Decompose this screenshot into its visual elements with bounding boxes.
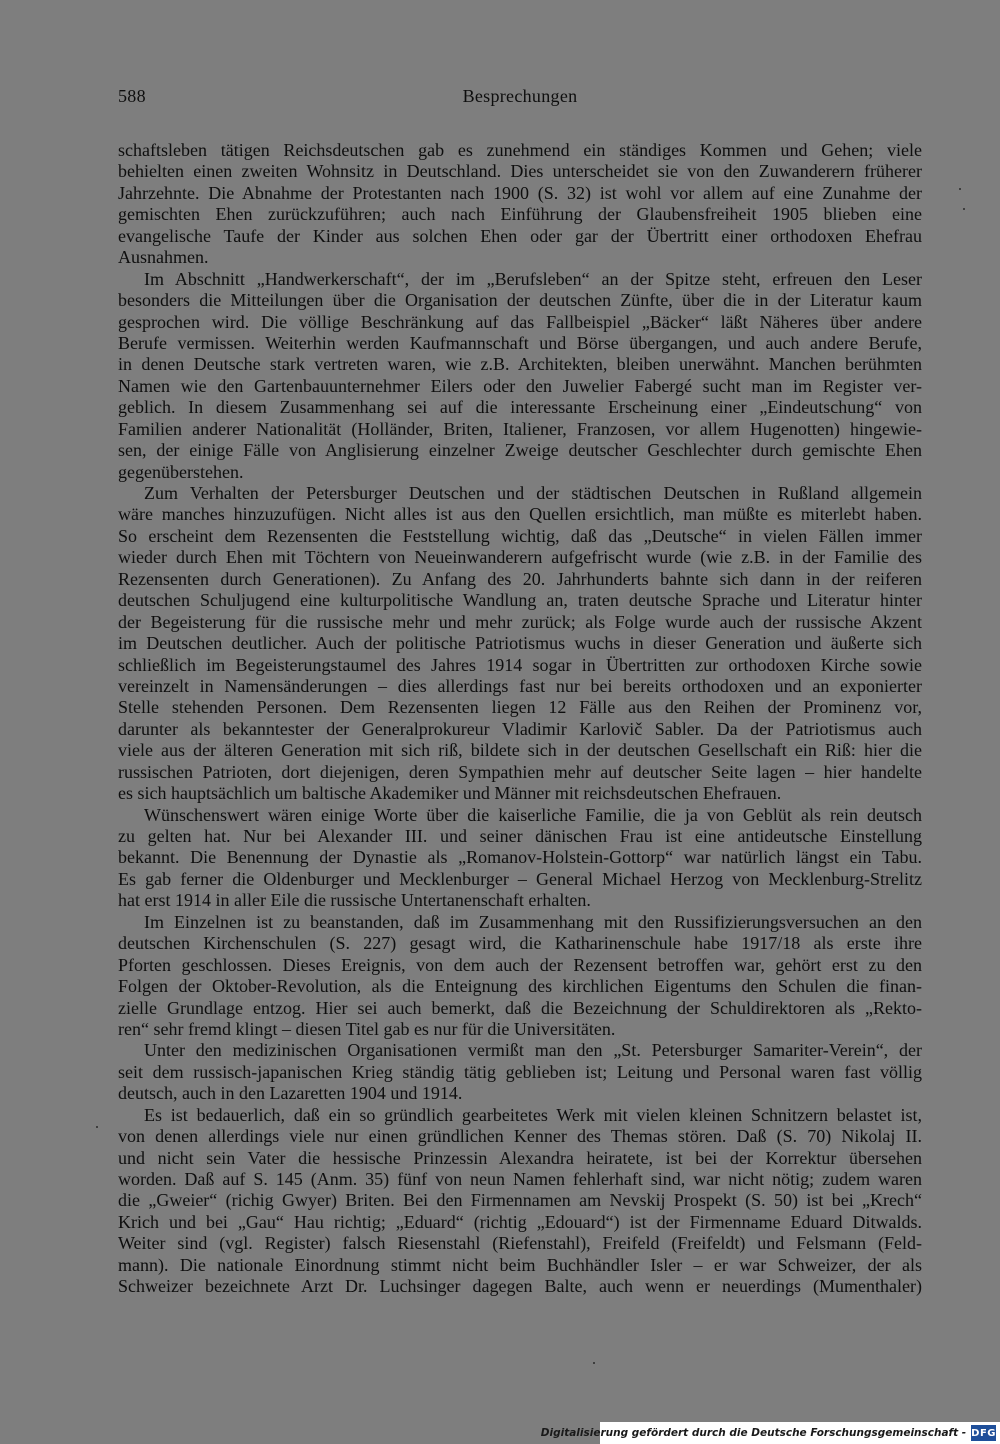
text-line: gemischten Ehen zurückzuführen; auch nach Einführung der Glaubensfreiheit 1905 blieben eine xyxy=(118,204,922,225)
text-line: darunter als bekanntester der Generalprokureur Vladimir Karlovič Sabler. Da der Patriotismus auch xyxy=(118,718,922,739)
text-line: seit dem russisch-japanischen Krieg ständig tätig geblieben ist; Leitung und Personal waren fast völlig xyxy=(118,1061,922,1082)
text-line: Folgen der Oktober-Revolution, als die Enteignung des kirchlichen Eigentums den Schulen die finan- xyxy=(118,976,922,997)
text-line: Im Einzelnen ist zu beanstanden, daß im Zusammenhang mit den Russifizierungsversuchen an den xyxy=(144,911,922,932)
text-line: geblich. In diesem Zusammenhang sei auf die interessante Erscheinung einer „Eindeutschung“ von xyxy=(118,397,922,418)
text-line: vereinzelt in Namensänderungen – dies allerdings fast nur bei bereits orthodoxen und an exponierter xyxy=(118,675,922,696)
body-text xyxy=(118,140,922,1298)
text-line: zu gelten hat. Nur bei Alexander III. und seiner dänischen Frau ist eine antideutsche Einstellung xyxy=(118,826,922,846)
text-line: Es ist bedauerlich, daß ein so gründlich gearbeitetes Werk mit vielen kleinen Schnitzern belastet ist, xyxy=(144,1104,922,1125)
text-line: Weiter sind (vgl. Register) falsch Riesenstahl (Riefenstahl), Freifeld (Freifeldt) und Felsmann (Feld- xyxy=(118,1233,922,1254)
paragraph xyxy=(118,1105,922,1298)
paragraph xyxy=(118,912,922,1041)
text-line: zielle Grundlage entzog. Hier sei auch bemerkt, daß die Bezeichnung der Schuldirektoren als „Rekto- xyxy=(118,997,922,1018)
paragraph xyxy=(118,1040,922,1104)
text-line: Ausnahmen. xyxy=(118,247,209,268)
text-line: die „Gweier“ (richig Gwyer) Briten. Bei den Firmennamen am Nevskij Prospekt (S. 50) ist bei „Krech“ xyxy=(118,1190,922,1211)
dfg-logo-icon: DFG xyxy=(971,1425,996,1441)
text-line: viele aus der älteren Generation mit sich riß, bildete sich in der deutschen Gesellschaft ein Riß: hier die xyxy=(118,740,922,761)
paragraph xyxy=(118,483,922,805)
text-line: Schweizer bezeichnete Arzt Dr. Luchsinger dagegen Balte, auch wenn er neuerdings (Mumenthaler) xyxy=(118,1276,922,1297)
text-line: ren“ sehr fremd klingt – diesen Titel gab es nur für die Universitäten. xyxy=(118,1018,616,1039)
text-line: von denen allerdings viele nur einen gründlichen Kenner des Themas stören. Daß (S. 70) Nikolaj II. xyxy=(118,1126,922,1147)
text-line: Stelle stehenden Personen. Dem Rezensenten liegen 12 Fälle aus den Reihen der Prominenz vor, xyxy=(118,697,922,718)
text-line: mann). Die nationale Einordnung stimmt nicht beim Buchhändler Isler – er war Schweizer, der als xyxy=(118,1254,922,1275)
text-line: So erscheint dem Rezensenten die Feststellung wichtig, daß das „Deutsche“ in vielen Fällen immer xyxy=(118,525,922,546)
text-line: besonders die Mitteilungen über die Organisation der deutschen Zünfte, über die in der Literatur kaum xyxy=(118,290,922,311)
text-line: und nicht sein Vater die hessische Prinzessin Alexandra heiratete, ist bei der Korrektur übersehen xyxy=(118,1147,922,1168)
text-line: Pforten geschlossen. Dieses Ereignis, von dem auch der Rezensent betroffen war, gehört erst zu den xyxy=(118,954,922,975)
text-line: wieder durch Ehen mit Töchtern von Neueinwanderern aufgefrischt wurde (wie z.B. in der Familie des xyxy=(118,547,922,568)
text-line: deutsch, auch in den Lazaretten 1904 und 1914. xyxy=(118,1083,463,1104)
text-line: in denen Deutsche stark vertreten waren, wie z.B. Architekten, bleiben unerwähnt. Manchen berühmten xyxy=(118,354,922,375)
scan-speck xyxy=(96,1126,98,1128)
text-line: deutschen Schuljugend eine kulturpolitische Wandlung an, traten deutsche Sprache und Literatur hinter xyxy=(118,590,922,611)
page-number: 588 xyxy=(118,86,146,106)
running-title: Besprechungen xyxy=(462,86,578,106)
paragraph xyxy=(118,805,922,912)
text-line: Familien anderer Nationalität (Holländer, Briten, Italiener, Franzosen, vor allem Hugenotten) hingewie- xyxy=(118,418,922,439)
text-line: behielten einen zweiten Wohnsitz in Deutschland. Dies unterscheidet sie von den Zuwanderern früherer xyxy=(118,161,922,182)
page-header xyxy=(118,86,922,116)
paragraph xyxy=(118,269,922,483)
text-line: der Begeisterung für die russische mehr und mehr zurück; als Folge wurde auch der russische Akzent xyxy=(118,611,922,632)
text-line: Rezensenten durch Generationen). Zu Anfang des 20. Jahrhunderts bahnte sich dann in der reiferen xyxy=(118,568,922,589)
text-line: Jahrzehnte. Die Abnahme der Protestanten nach 1900 (S. 32) ist wohl vor allem auf eine Zunahme der xyxy=(118,182,922,203)
text-line: Im Abschnitt „Handwerkerschaft“, der im „Berufsleben“ an der Spitze steht, erfreuen den Leser xyxy=(144,268,922,289)
text-line: Krich und bei „Gau“ Hau richtig; „Eduard“ (richtig „Edouard“) ist der Firmenname Eduard Ditwalds. xyxy=(118,1211,922,1232)
digitization-footer xyxy=(540,1422,1000,1444)
text-line: russischen Patrioten, dort diejenigen, deren Sympathien mehr auf deutscher Seite lagen – hier handelte xyxy=(118,761,922,782)
text-line: evangelische Taufe der Kinder aus solchen Ehen oder gar der Übertritt einer orthodoxen Ehefrau xyxy=(118,225,922,246)
text-line: deutschen Kirchenschulen (S. 227) gesagt wird, die Katharinenschule habe 1917/18 als erste ihre xyxy=(118,933,922,954)
text-line: Es gab ferner die Oldenburger und Mecklenburger – General Michael Herzog von Mecklenburg-Strelitz xyxy=(118,868,922,889)
text-line: im Deutschen deutlicher. Auch der politische Patriotismus wuchs in dieser Generation und äußerte sich xyxy=(118,633,922,654)
scan-speck xyxy=(959,188,961,190)
text-line: schaftsleben tätigen Reichsdeutschen gab es zunehmend ein ständiges Kommen und Gehen; viele xyxy=(118,140,922,160)
scan-speck xyxy=(963,208,965,210)
text-line: gesprochen wird. Die völlige Beschränkung auf das Fallbeispiel „Bäcker“ läßt Näheres über andere xyxy=(118,311,922,332)
footer-credit: Digitalisierung gefördert durch die Deutsche Forschungsgemeinschaft - xyxy=(540,1427,967,1439)
text-line: schließlich im Begeisterungstaumel des Jahres 1914 sogar in Übertritten zur orthodoxen Kirche sowie xyxy=(118,654,922,675)
text-line: Zum Verhalten der Petersburger Deutschen und der städtischen Deutschen in Rußland allgemein xyxy=(144,483,922,503)
text-line: bekannt. Die Benennung der Dynastie als „Romanov-Holstein-Gottorp“ war natürlich längst ein Tabu. xyxy=(118,847,922,868)
text-line: Wünschenswert wären einige Worte über die kaiserliche Familie, die ja von Geblüt als rein deutsch xyxy=(144,804,922,825)
text-line: wäre manches hinzuzufügen. Nicht alles ist aus den Quellen ersichtlich, man müßte es miterlebt haben. xyxy=(118,504,922,525)
text-line: hat erst 1914 in aller Eile die russische Untertanenschaft erhalten. xyxy=(118,890,591,911)
text-line: sen, der einige Fälle von Anglisierung einzelner Zweige deutscher Geschlechter durch gemischte Ehen xyxy=(118,440,922,461)
text-line: Namen wie den Gartenbauunternehmer Eilers oder den Juwelier Fabergé sucht man im Register ver- xyxy=(118,375,922,396)
text-line: Unter den medizinischen Organisationen vermißt man den „St. Petersburger Samariter-Verein“, der xyxy=(144,1040,922,1061)
text-line: Berufe vermissen. Weiterhin werden Kaufmannschaft und Börse übergangen, und auch andere Berufe, xyxy=(118,332,922,353)
scan-speck xyxy=(593,1362,595,1364)
paragraph xyxy=(118,140,922,269)
text-line: worden. Daß auf S. 145 (Anm. 35) fünf von neun Namen fehlerhaft sind, war nicht nötig; zudem waren xyxy=(118,1169,922,1189)
text-line: es sich hauptsächlich um baltische Akademiker und Männer mit reichsdeutschen Ehefrauen. xyxy=(118,783,782,804)
text-line: gegenüberstehen. xyxy=(118,461,244,482)
